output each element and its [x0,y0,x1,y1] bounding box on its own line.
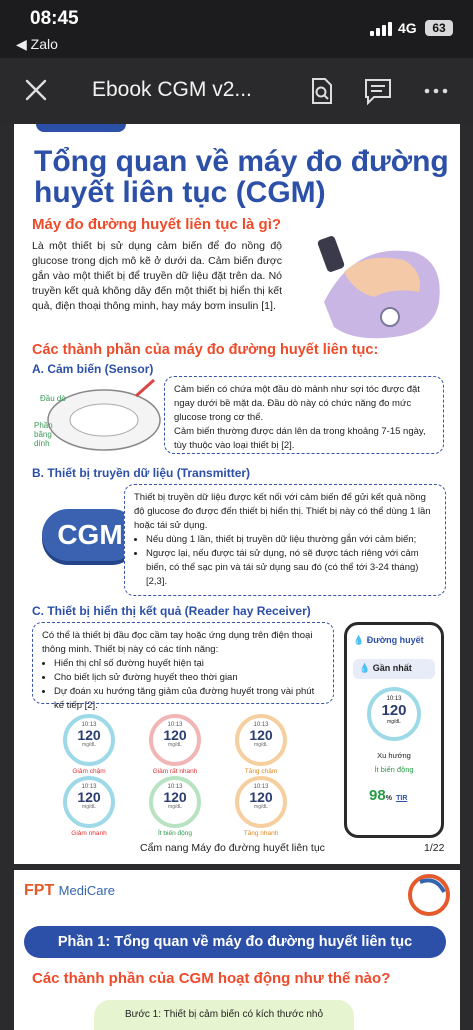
reader-bullet: • Dự đoán xu hướng tăng giảm của đường huyết trong vài phút kế tiếp [2]. [54,685,324,713]
sensor-heading: A. Cảm biến (Sensor) [32,362,154,376]
probe-label: Đầu dò [40,394,66,403]
more-options-icon[interactable] [420,76,452,106]
page-title: Tổng quan về máy đo đường huyết liên tục (CGM) [34,145,449,209]
reader-bullet: • Hiển thị chỉ số đường huyết hiện tại [54,657,324,671]
page-number: 1/22 [424,842,445,854]
sensor-description-box [164,376,444,454]
fpt-medicare-logo: FPT MediCare [24,882,116,899]
sensor-diagram [44,378,164,458]
transmitter-bullet: • Ngược lại, nếu được tái sử dụng, nó sẽ được tách riêng với cảm biến, có thể sạc pin và tái sử dụng sau đó (có thể tới 3-24 tháng) [2,3]. [146,547,436,589]
viewer-toolbar [0,58,473,124]
transmitter-heading: B. Thiết bị truyền dữ liệu (Transmitter) [32,466,251,480]
status-time: 08:45 [30,8,79,29]
reader-description-box [32,622,334,711]
comment-icon[interactable] [362,76,394,106]
section-banner: Phần 1: Tổng quan về máy đo đường huyết liên tục [24,926,446,958]
phone-glucose-gauge: 10:13 120 mg/dL [367,687,421,741]
components-heading: Các thành phần của máy đo đường huyết liên tục: [32,342,379,358]
phone-app-mockup [344,622,444,838]
trend-gauge: 10:13 120 mg/dL Ít biến động [142,776,208,836]
reader-heading: C. Thiết bị hiển thị kết quả (Reader hay Receiver) [32,604,311,618]
status-bar [0,0,473,58]
reader-text: Có thể là thiết bị đầu đọc cầm tay hoặc ứng dụng trên điện thoại thông minh. Thiết bị này có các tính năng: [42,630,313,655]
trend-gauge: 10:13 120 mg/dL Giảm chậm [56,714,122,774]
trend-gauge: 10:13 120 mg/dL Giảm rất nhanh [142,714,208,774]
section-heading-what-is: Máy đo đường huyết liên tục là gì? [32,216,282,233]
pdf-page-2 [14,870,460,1030]
close-icon[interactable] [20,74,52,106]
search-document-icon[interactable] [305,76,337,106]
phone-trend-label: Xu hướng [377,751,411,760]
page-footer-title: Cẩm nang Máy đo đường huyết liên tục [140,842,325,854]
back-to-zalo-link[interactable]: ◀ Zalo [16,36,58,52]
drop-icon: 💧 [359,663,371,673]
transmitter-description-box [124,484,446,596]
battery-icon: 63 [425,20,453,36]
trend-gauge: 10:13 120 mg/dL Tăng chậm [228,714,294,774]
trend-gauge: 10:13 120 mg/dL Tăng nhanh [228,776,294,836]
phone-latest-panel: 💧 Gần nhất [353,659,435,679]
phone-trend-value: Ít biến động [374,765,414,774]
sensor-text-2: Cảm biến thường được dán lên da trong khoảng 7-15 ngày, tùy thuộc vào loại thiết bị [2]. [174,426,426,451]
page-tab-decoration [36,124,126,132]
step-1-box: Bước 1: Thiết bị cảm biến có kích thước nhỏ [94,1000,354,1030]
trend-gauge: 10:13 120 mg/dL Giảm nhanh [56,776,122,836]
cgm-logo: CGM [42,509,138,561]
document-title: Ebook CGM v2... [92,78,252,101]
intro-paragraph: Là một thiết bị sử dụng cảm biến để đo nồng độ glucose trong dịch mô kẽ ở dưới da. Cảm biến được gắn vào một thiết bị để truyền dữ liệu đặt trên da. Nó truyền kết quả không dây đến một thiết bị hiển thị kết quả, điện thoại thông minh, hay máy bơm insulin [1]. [32,240,282,312]
section-question: Các thành phần của CGM hoạt động như thế nào? [32,970,391,987]
phone-tir: 98% TIR [369,787,408,804]
reader-bullet: • Cho biết lịch sử đường huyết theo thời gian [54,671,324,685]
person-arm-sensor-illustration [294,232,449,342]
adhesive-label: Phần băng dính [34,421,53,448]
drop-icon: 💧 [353,635,365,645]
sensor-text-1: Cảm biến có chứa một đầu dò mảnh như sợi tóc được đặt ngay dưới bề mặt da. Đầu dò này có chức năng đo mức glucose trong cơ thể. [174,384,420,423]
anniversary-badge-icon [406,872,452,918]
phone-glucose-tab: 💧 Đường huyết [353,635,424,645]
pdf-page-1 [14,124,460,864]
network-type: 4G [398,20,417,36]
transmitter-text: Thiết bị truyền dữ liệu được kết nối với cảm biến để gửi kết quả nồng độ glucose đo được đến thiết bị hiển thị. Thiết bị này có thể dùng 1 lần hoặc tái sử dụng. [134,492,431,531]
signal-icon [370,22,394,36]
transmitter-bullet: • Nếu dùng 1 lần, thiết bị truyền dữ liệu thường gắn với cảm biến; [146,533,436,547]
